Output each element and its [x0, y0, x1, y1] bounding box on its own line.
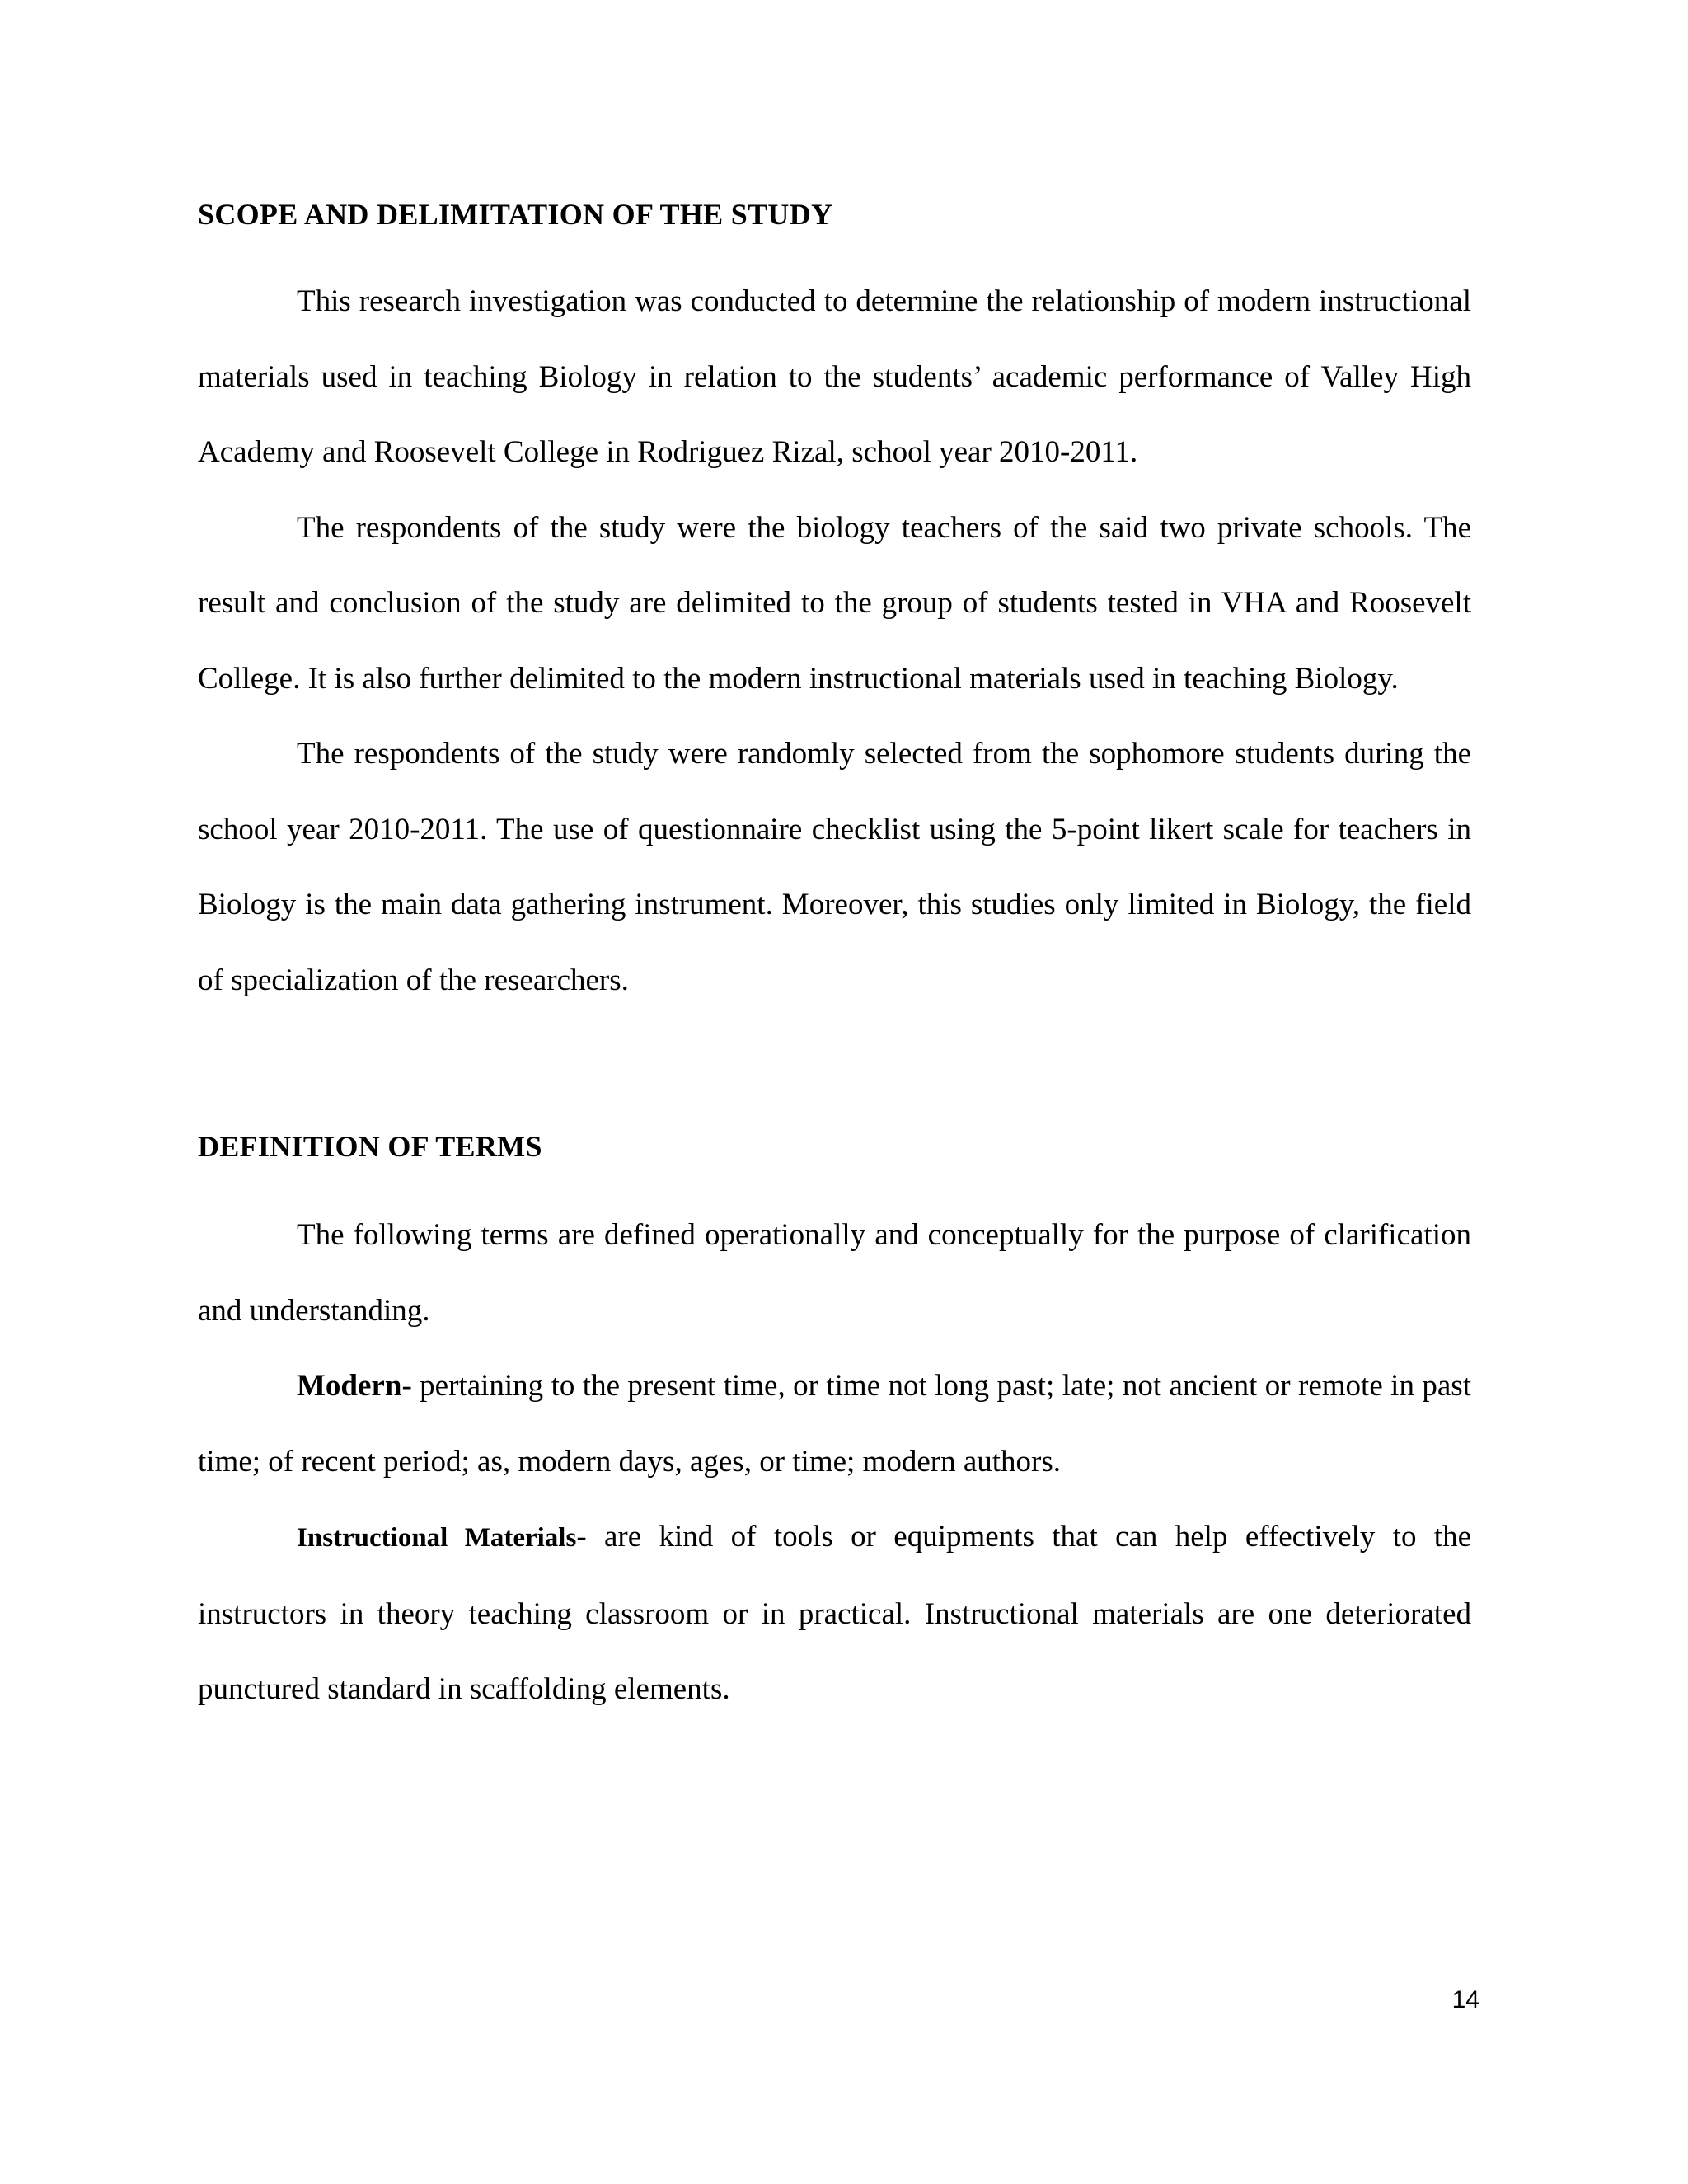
- page-content: [198, 196, 1471, 1727]
- definition-modern: [198, 1348, 1471, 1499]
- term-definition: - pertaining to the present time, or time not long past; late; not ancient or remote in past time; of recent period; as, modern days, ages, or time; modern authors.: [198, 1369, 1471, 1479]
- term-label: Modern: [297, 1369, 402, 1403]
- section-heading-definitions: DEFINITION OF TERMS: [198, 1130, 542, 1163]
- paragraph-scope-1: This research investigation was conducted to determine the relationship of modern instructional materials used in teaching Biology in relation to the students’ academic performance of Valley High Academy and Roosevelt College in Rodriguez Rizal, school year 2010-2011.: [198, 284, 1471, 469]
- page-number: 14: [1451, 1986, 1479, 2013]
- term-definition: - are kind of tools or equipments that can help effectively to the instructors in theory teaching classroom or in practical. Instructional materials are one deteriorated punctured standard in scaffolding elements.: [198, 1520, 1472, 1706]
- section-heading-scope: SCOPE AND DELIMITATION OF THE STUDY: [198, 198, 833, 231]
- term-label: Instructional Materials: [297, 1523, 577, 1553]
- paragraph-scope-3: The respondents of the study were randomly selected from the sophomore students during the school year 2010-2011. The use of questionnaire checklist using the 5-point likert scale for teachers in Biology is the main data gathering instrument. Moreover, this studies only limited in Biology, the field of specialization of the researchers.: [198, 737, 1471, 997]
- paragraph-definitions-intro: The following terms are defined operationally and conceptually for the purpose of clarification and understanding.: [198, 1218, 1471, 1328]
- definition-instructional-materials: [198, 1499, 1471, 1727]
- paragraph-scope-2: The respondents of the study were the biology teachers of the said two private schools. The result and conclusion of the study are delimited to the group of students tested in VHA and Roosevelt College. It is also further delimited to the modern instructional materials used in teaching Biology.: [198, 510, 1471, 696]
